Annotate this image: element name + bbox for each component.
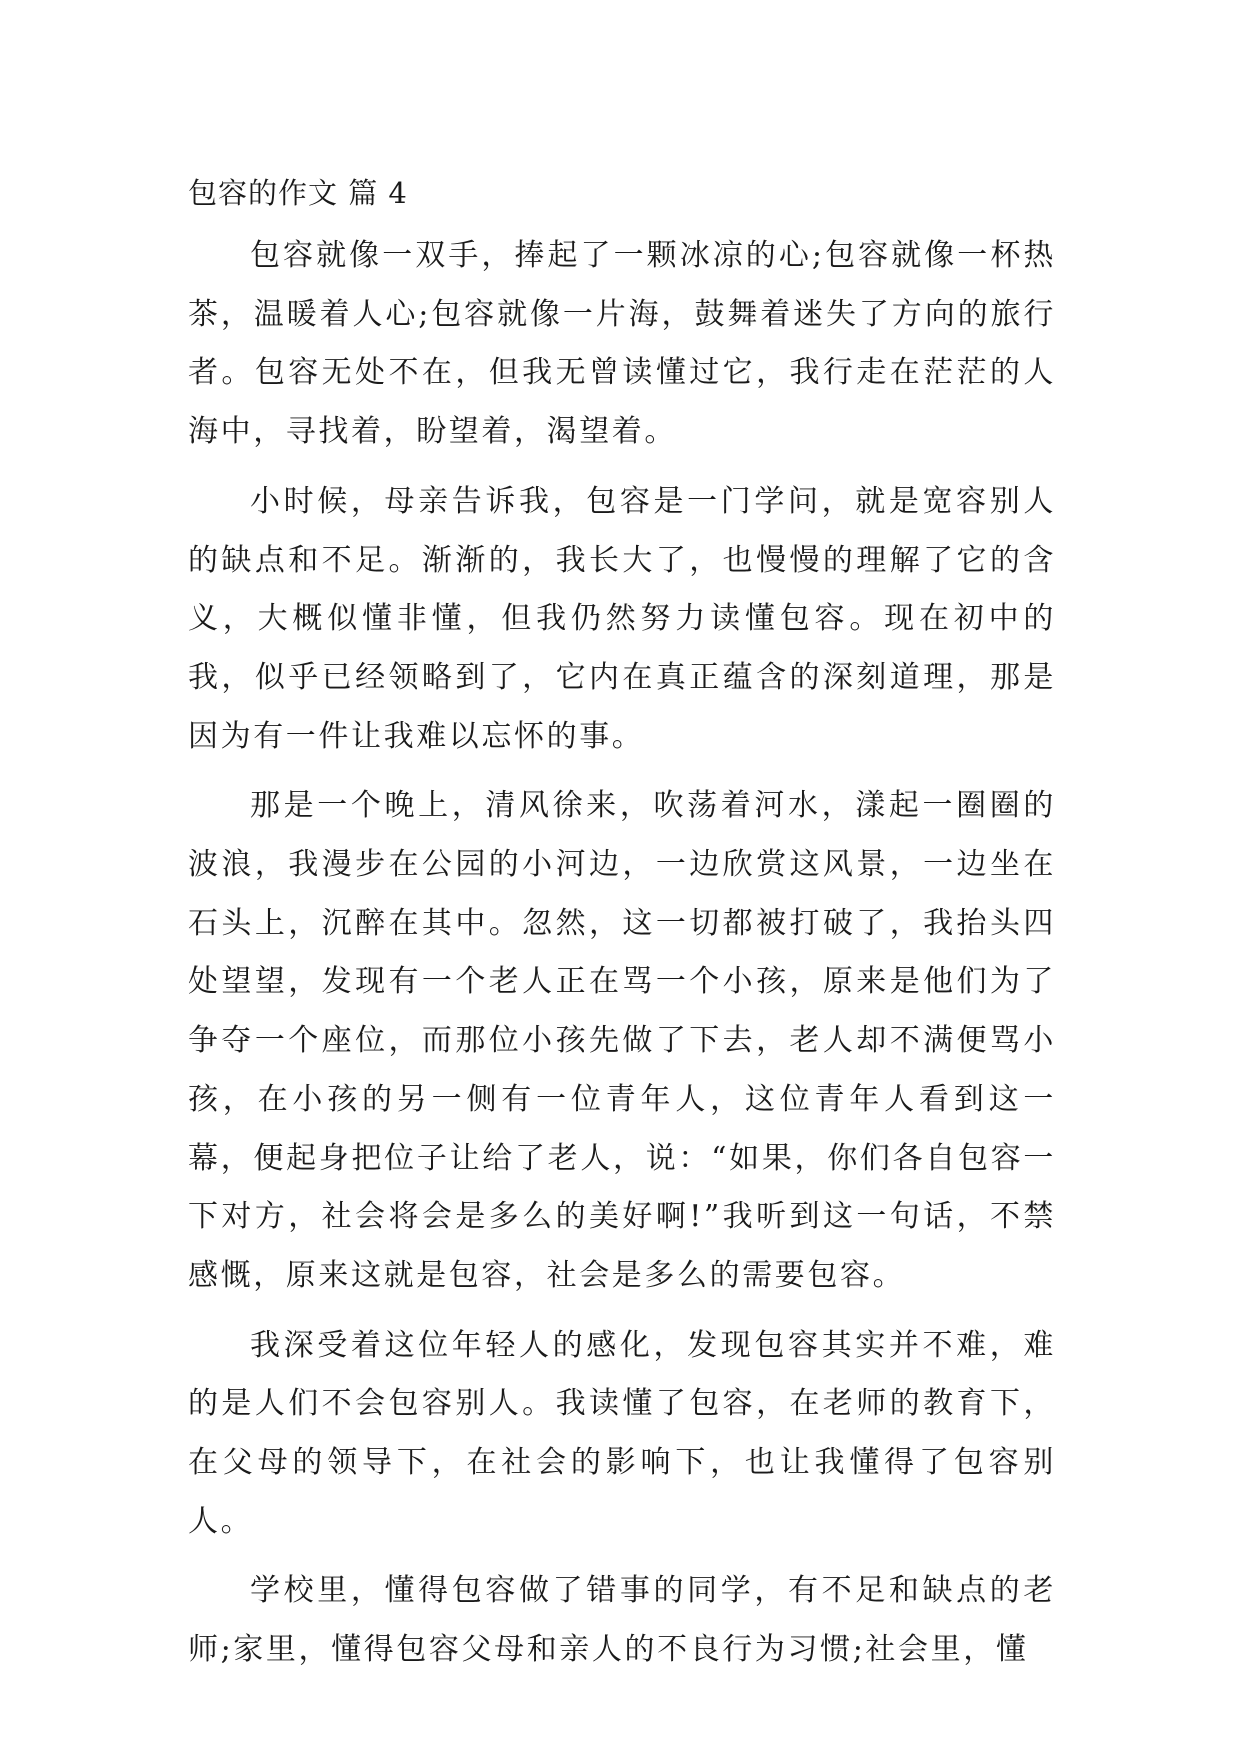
paragraph-2: 小时候，母亲告诉我，包容是一门学问，就是宽容别人的缺点和不足。渐渐的，我长大了，也慢慢的理解了它的含义，大概似懂非懂，但我仍然努力读懂包容。现在初中的我，似乎已经领略到了，它内在真正蕴含的深刻道理，那是因为有一件让我难以忘怀的事。 [188, 483, 1056, 754]
paragraph-4: 我深受着这位年轻人的感化，发现包容其实并不难，难的是人们不会包容别人。我读懂了包容，在老师的教育下，在父母的领导下，在社会的影响下，也让我懂得了包容别人。 [188, 1327, 1056, 1539]
paragraph-3: 那是一个晚上，清风徐来，吹荡着河水，漾起一圈圈的波浪，我漫步在公园的小河边，一边欣赏这风景，一边坐在石头上，沉醉在其中。忽然，这一切都被打破了，我抬头四处望望，发现有一个老人正在骂一个小孩，原来是他们为了争夺一个座位，而那位小孩先做了下去，老人却不满便骂小孩，在小孩的另一侧有一位青年人，这位青年人看到这一幕，便起身把位子让给了老人，说：“如果，你们各自包容一下对方，社会将会是多么的美好啊!”我听到这一句话，不禁感慨，原来这就是包容，社会是多么的需要包容。 [188, 788, 1056, 1293]
document-body [188, 170, 1056, 1680]
paragraph-5: 学校里，懂得包容做了错事的同学，有不足和缺点的老师;家里，懂得包容父母和亲人的不良行为习惯;社会里，懂 [188, 1573, 1056, 1668]
document-title: 包容的作文 篇 4 [188, 176, 408, 210]
paragraph-1: 包容就像一双手，捧起了一颗冰凉的心;包容就像一杯热茶，温暖着人心;包容就像一片海，鼓舞着迷失了方向的旅行者。包容无处不在，但我无曾读懂过它，我行走在茫茫的人海中，寻找着，盼望着，渴望着。 [188, 238, 1056, 450]
